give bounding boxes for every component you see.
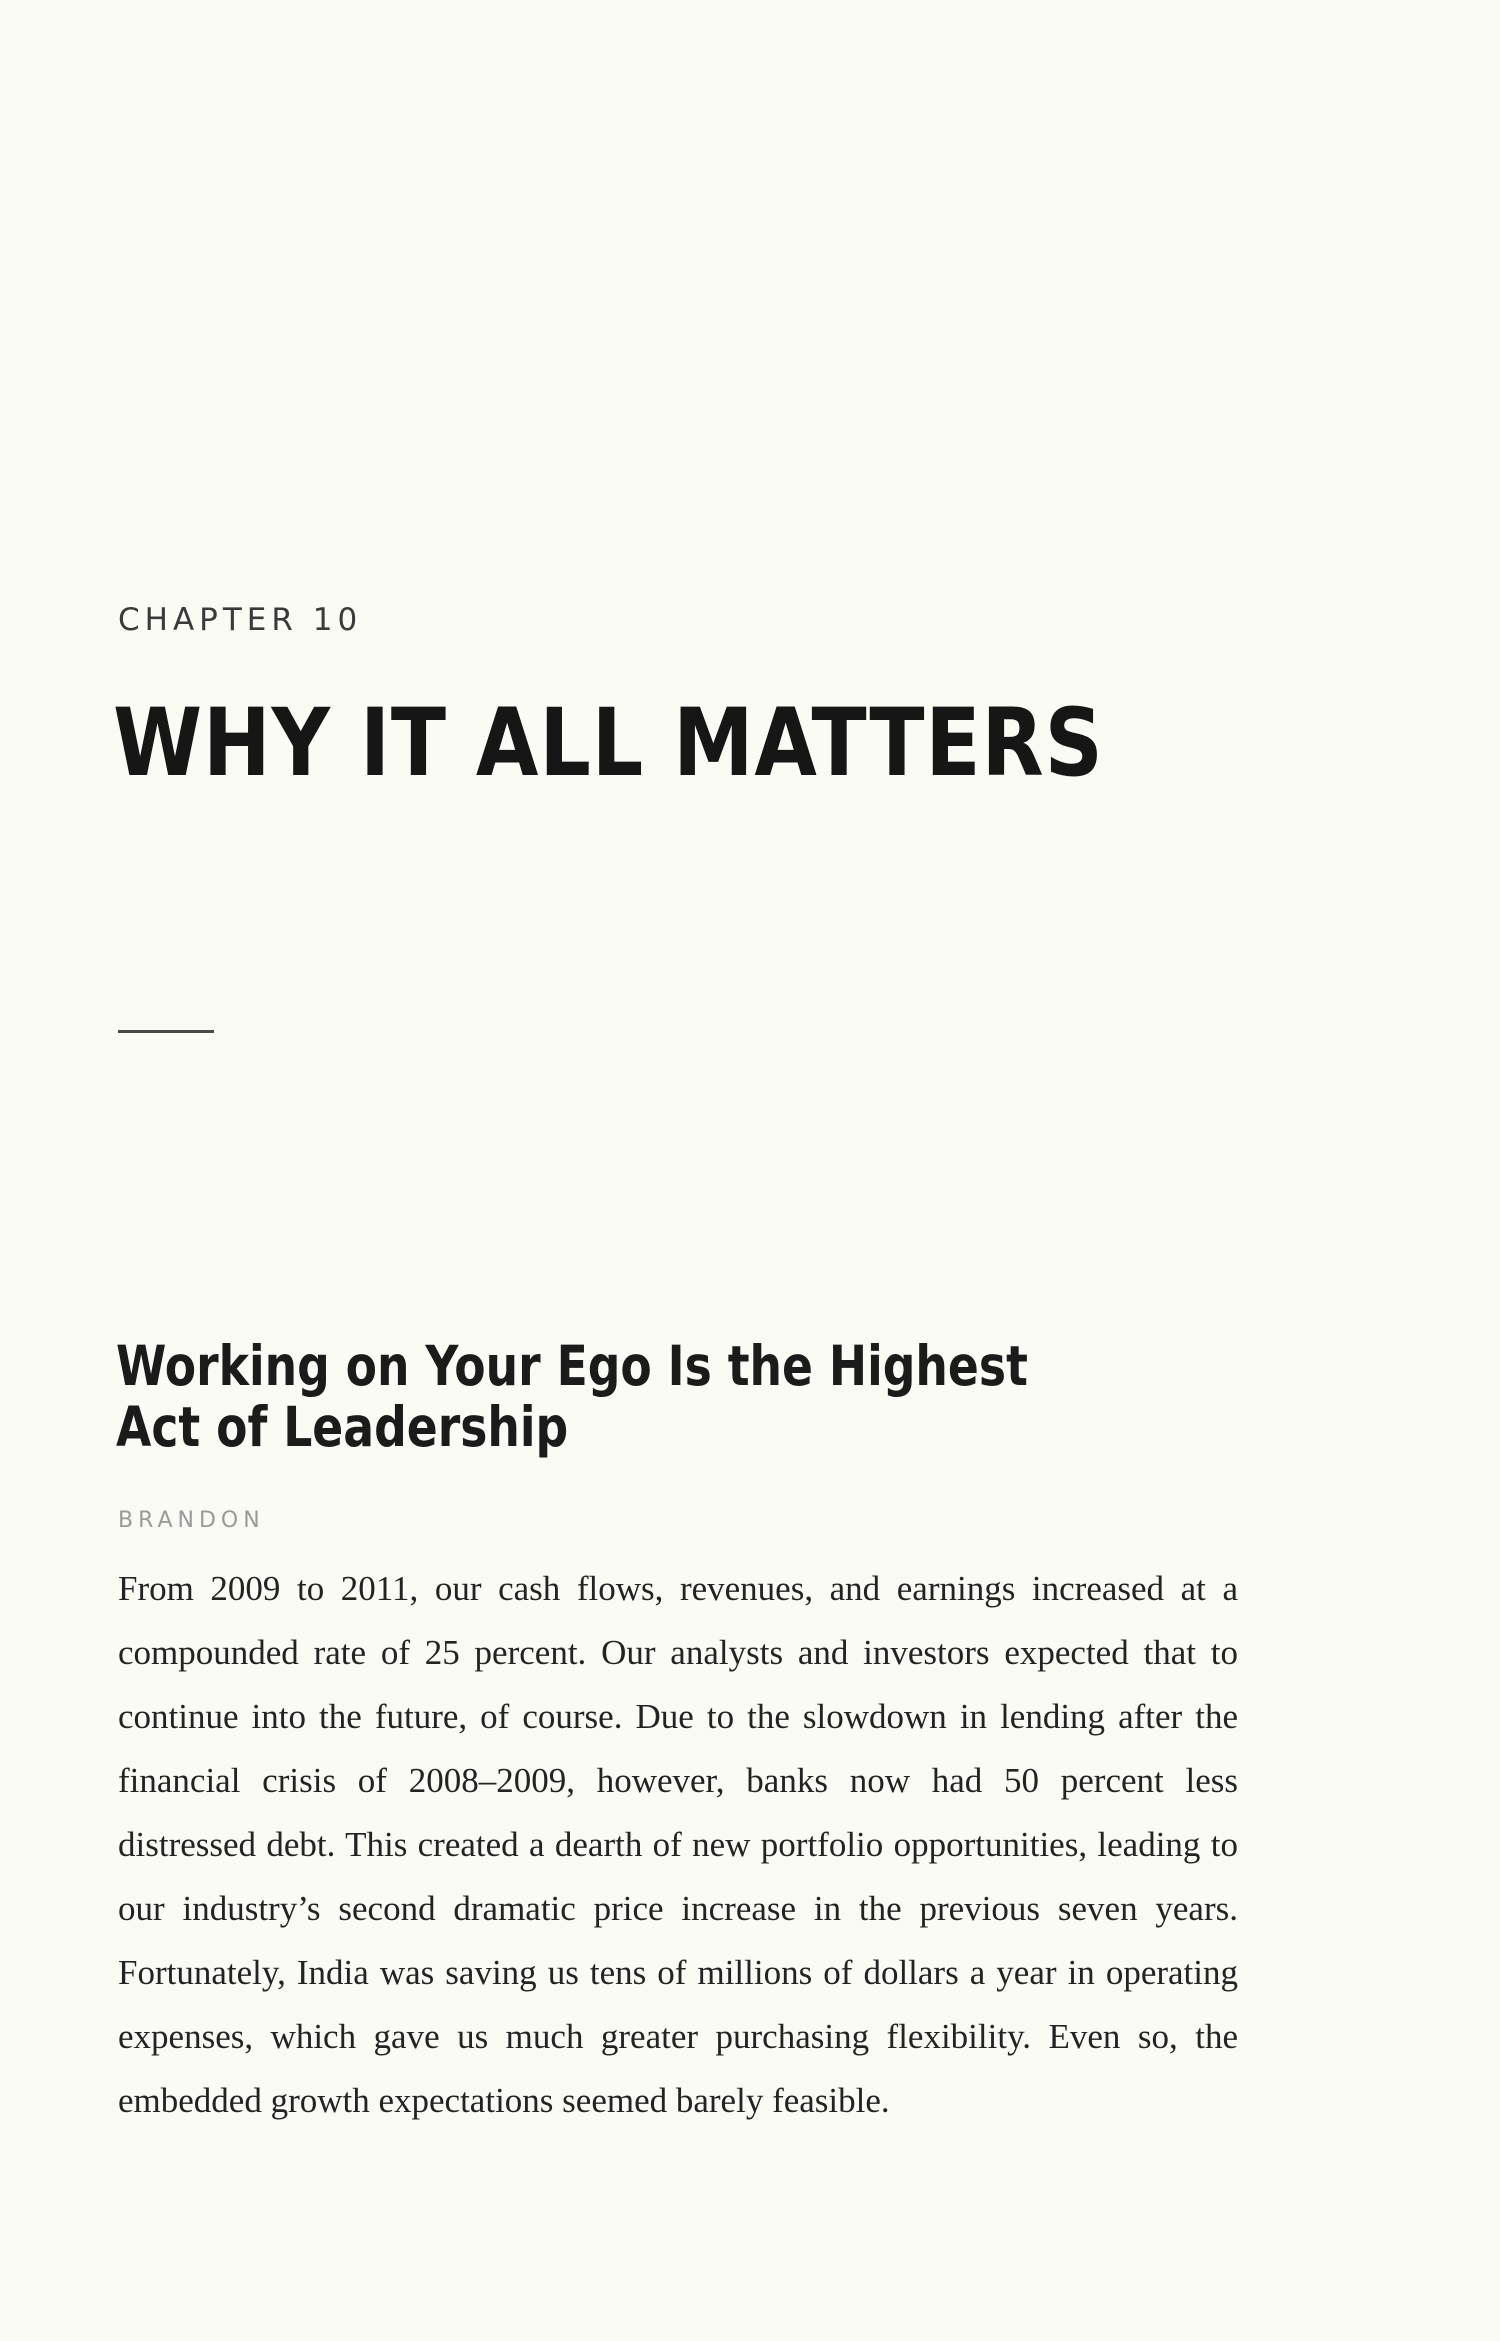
body-paragraph: From 2009 to 2011, our cash flows, revenues, and earnings increased at a compounded rate of 25 percent. Our analysts and investors expected that to continue into the future, of course. Due to the slowdown in lending after the financial crisis of 2008–2009, however, banks now had 50 percent less distressed debt. This created a dearth of new portfolio opportunities, leading to our industry’s second dramatic price increase in the previous seven years. Fortunately, India was saving us tens of millions of dollars a year in operating expenses, which gave us much greater purchasing flexibility. Even so, the embedded growth expectations seemed barely feasible. bbox=[118, 1569, 1238, 2120]
section-title: Working on Your Ego Is the Highest Act of Leadership bbox=[116, 1334, 1028, 1459]
chapter-label: CHAPTER 10 bbox=[118, 602, 363, 638]
chapter-title: WHY IT ALL MATTERS bbox=[113, 689, 1104, 798]
divider-rule bbox=[118, 1030, 214, 1033]
section-author: BRANDON bbox=[118, 1508, 265, 1533]
